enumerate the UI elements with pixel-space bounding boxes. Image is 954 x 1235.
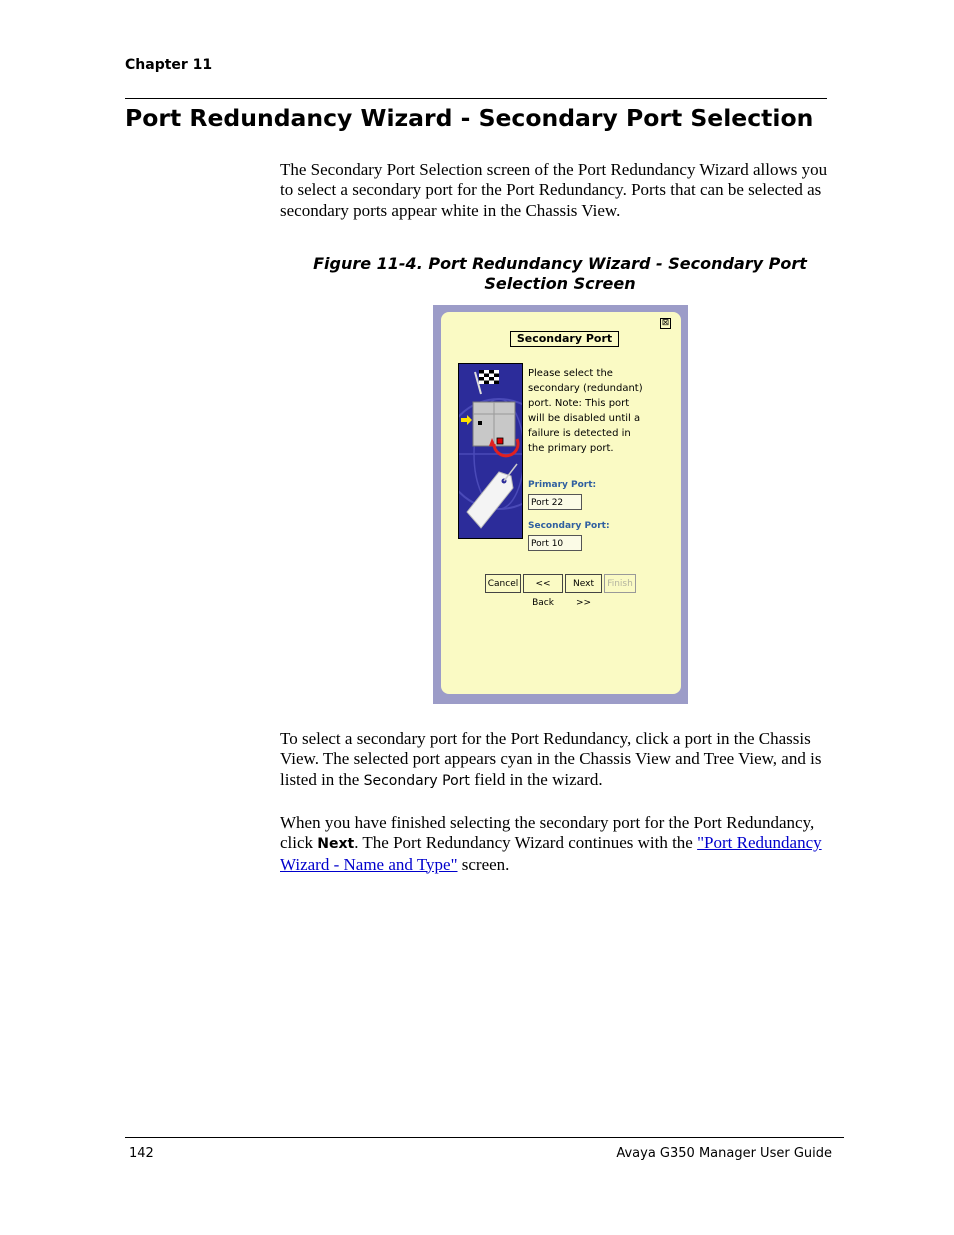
selection-paragraph (280, 729, 840, 791)
tag-icon (467, 464, 517, 528)
footer-rule (125, 1137, 844, 1138)
primary-port-label: Primary Port: (528, 480, 597, 490)
header-rule (125, 98, 827, 99)
close-icon[interactable]: ⊠ (661, 318, 670, 328)
next-step-paragraph (280, 813, 840, 875)
paragraph-text: When you have finished selecting the secondary port for the Port Redundancy, click (280, 813, 815, 853)
wizard-panel (441, 312, 681, 694)
secondary-port-term: Secondary Port (363, 772, 470, 789)
figure-caption: Figure 11-4. Port Redundancy Wizard - Secondary Port Selection Screen (313, 254, 807, 293)
paragraph-text: field in the wizard. (469, 769, 603, 789)
secondary-port-field[interactable]: Port 10 (528, 535, 582, 551)
paragraph-text: To select a secondary port for the Port Redundancy, click a port in the Chassis View. The selected port appears cyan in the Chassis View and Tree View, and is listed in the (280, 729, 822, 789)
page-number: 142 (129, 1146, 154, 1161)
paragraph-text: . The Port Redundancy Wizard continues with the (354, 833, 698, 853)
primary-port-field[interactable]: Port 22 (528, 494, 582, 510)
wizard-instructions: Please select the secondary (redundant) port. Note: This port will be disabled until a failure is detected in the primary port. (528, 368, 643, 454)
back-button[interactable]: << Back (523, 574, 563, 593)
cancel-button[interactable]: Cancel (485, 574, 521, 593)
wizard-screenshot (433, 305, 688, 704)
chapter-label: Chapter 11 (125, 57, 213, 73)
wizard-illustration-icon (459, 364, 522, 538)
wizard-step-title: Secondary Port (510, 331, 619, 347)
section-title: Port Redundancy Wizard - Secondary Port Selection (125, 104, 814, 132)
wizard-graphic (458, 363, 523, 539)
finish-button: Finish (604, 574, 636, 593)
chassis-icon (473, 402, 515, 446)
guide-title: Avaya G350 Manager User Guide (616, 1146, 832, 1161)
next-term: Next (317, 836, 355, 853)
name-and-type-link[interactable]: "Port Redundancy Wizard - Name and Type" (280, 833, 822, 874)
paragraph-text: screen. (457, 854, 510, 874)
intro-paragraph: The Secondary Port Selection screen of the Port Redundancy Wizard allows you to select a secondary port for the Port Redundancy. Ports that can be selected as secondary ports appear white in the Chassis View. (280, 160, 828, 220)
next-button[interactable]: Next >> (565, 574, 602, 593)
secondary-port-label: Secondary Port: (528, 521, 610, 531)
checkered-flag-icon (475, 370, 499, 394)
